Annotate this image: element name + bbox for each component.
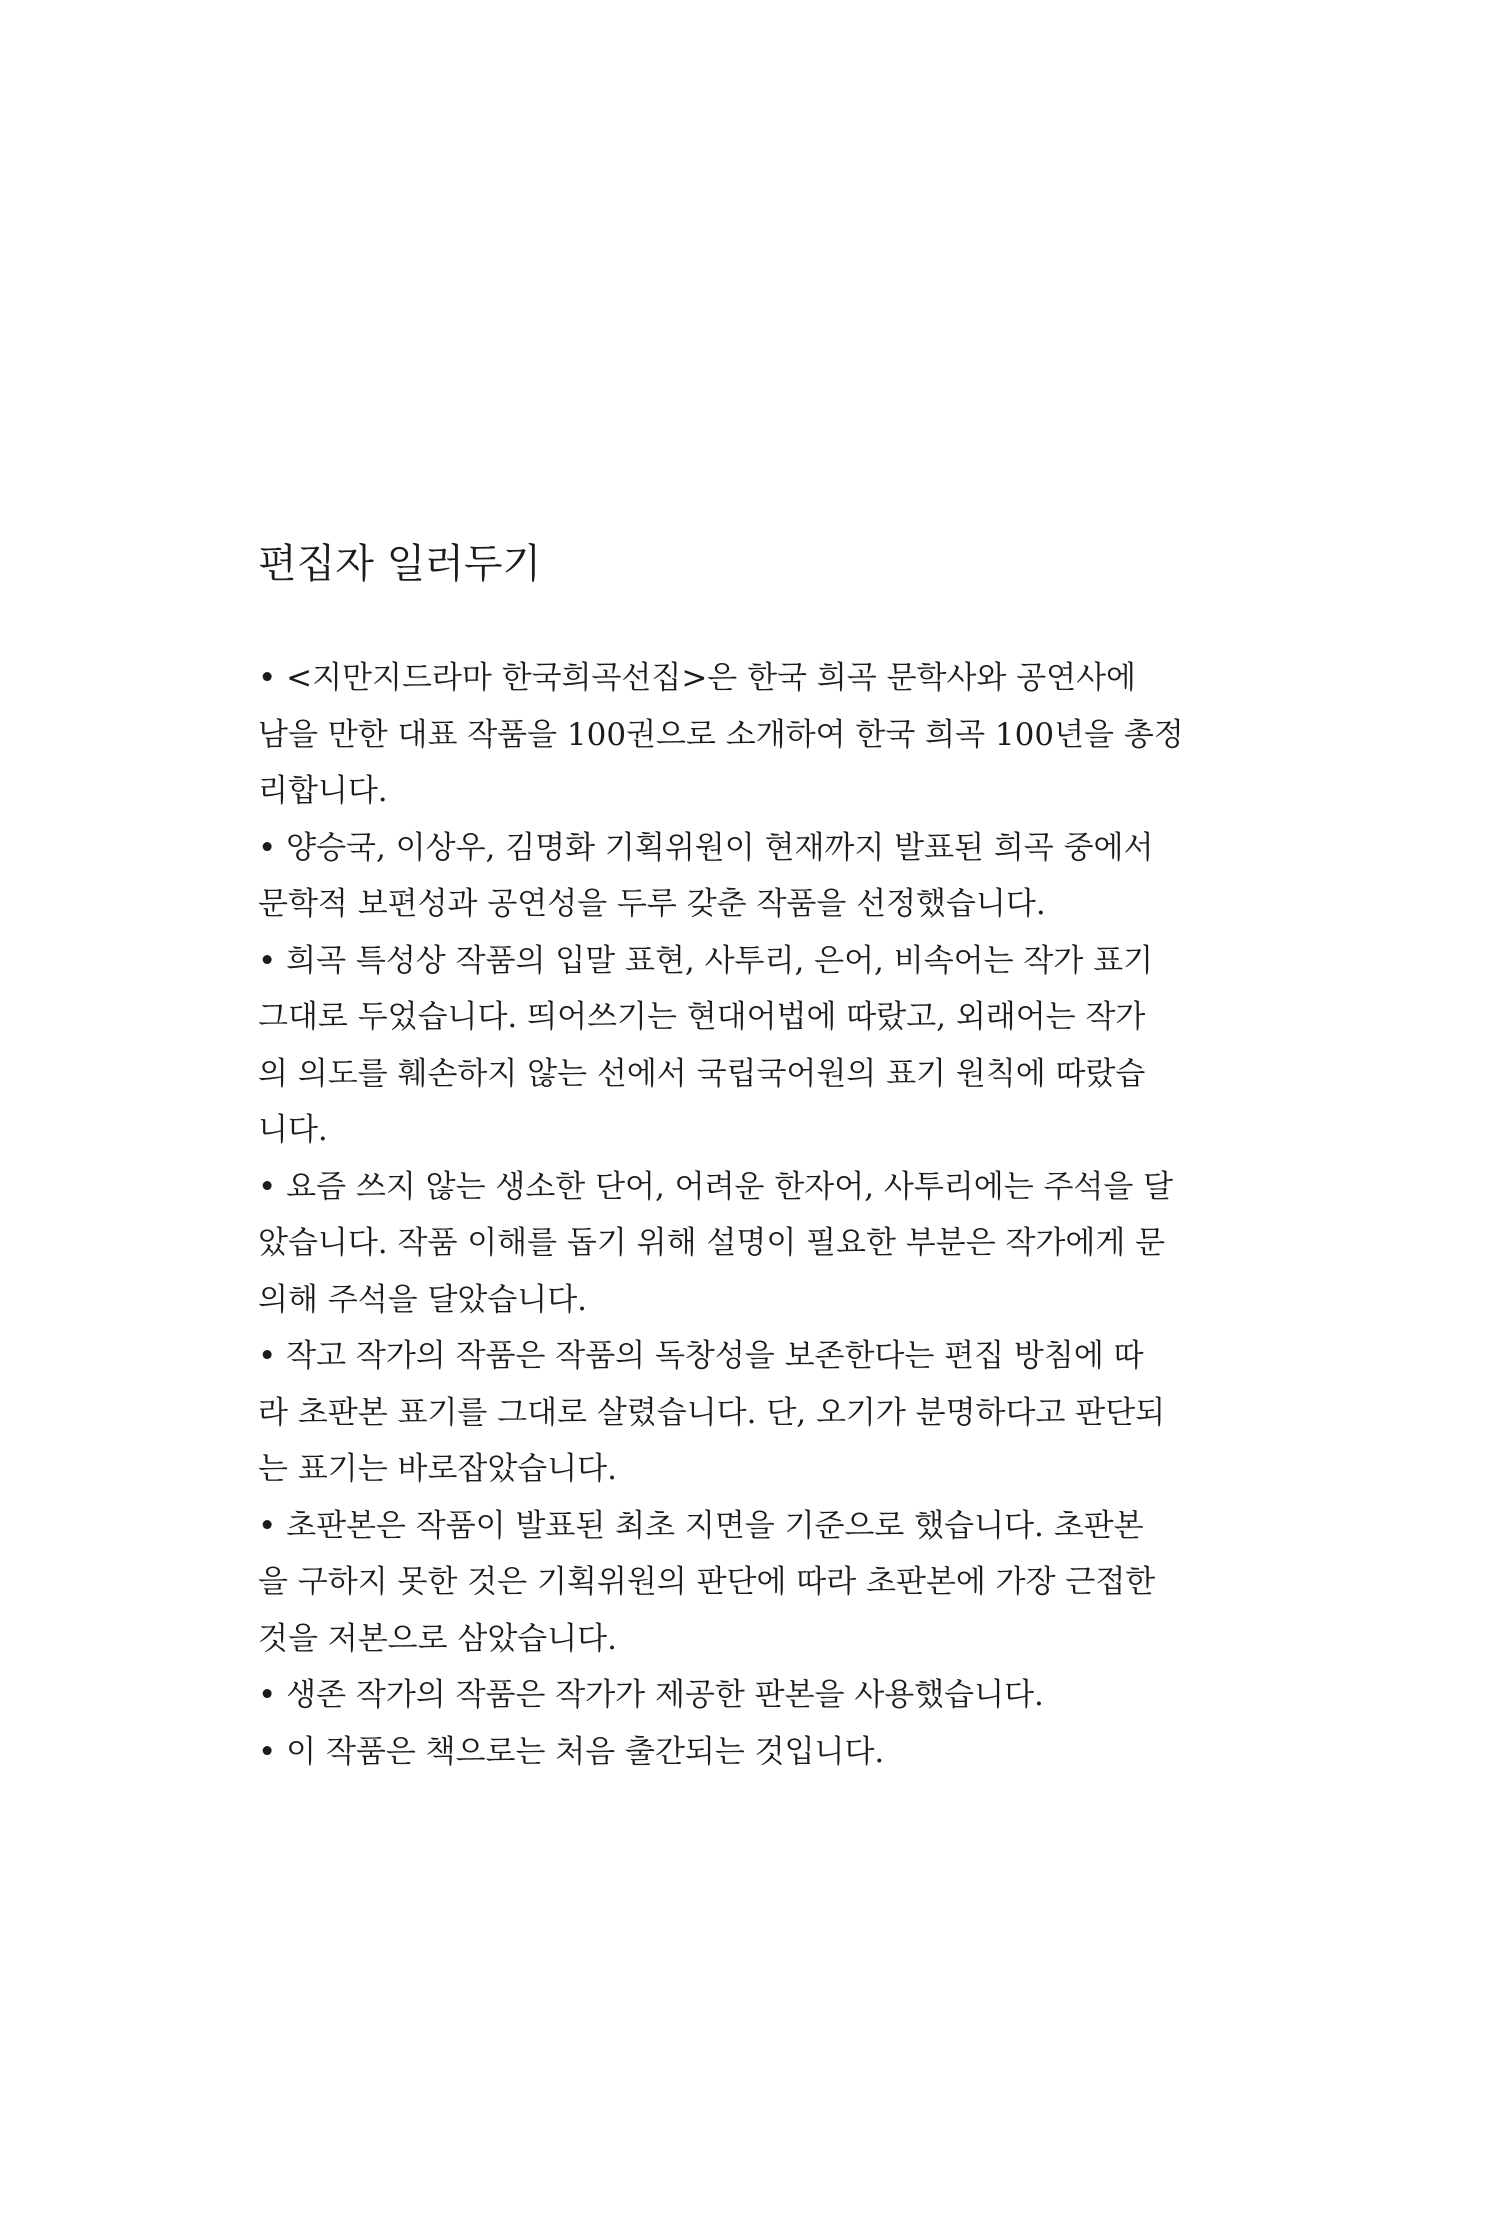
note-line: 았습니다. 작품 이해를 돕기 위해 설명이 필요한 부분은 작가에게 문 [258, 1225, 1166, 1261]
note-line: • 희곡 특성상 작품의 입말 표현, 사투리, 은어, 비속어는 작가 표기 [258, 942, 1154, 979]
note-line: • 초판본은 작품이 발표된 최초 지면을 기준으로 했습니다. 초판본 [258, 1507, 1144, 1544]
note-line: • <지만지드라마 한국희곡선집>은 한국 희곡 문학사와 공연사에 [258, 660, 1137, 696]
note-line: 의해 주석을 달았습니다. [258, 1281, 588, 1318]
note-item [258, 1328, 1258, 1498]
note-line: 문학적 보편성과 공연성을 두루 갖춘 작품을 선정했습니다. [258, 886, 1046, 922]
note-item [258, 1498, 1258, 1668]
note-item [258, 933, 1258, 1159]
note-item [258, 1159, 1258, 1329]
page-title: 편집자 일러두기 [258, 541, 542, 587]
note-line: • 생존 작가의 작품은 작가가 제공한 판본을 사용했습니다. [258, 1677, 1044, 1713]
note-item [258, 1667, 1258, 1724]
note-line: 는 표기는 바로잡았습니다. [258, 1451, 617, 1487]
note-line: 것을 저본으로 삼았습니다. [258, 1620, 617, 1657]
note-item [258, 650, 1258, 820]
note-item [258, 1724, 1258, 1781]
note-line: 라 초판본 표기를 그대로 살렸습니다. 단, 오기가 분명하다고 판단되 [258, 1394, 1166, 1431]
note-line: • 요즘 쓰지 않는 생소한 단어, 어려운 한자어, 사투리에는 주석을 달 [258, 1168, 1174, 1205]
note-line: 리합니다. [258, 773, 388, 809]
note-line: 을 구하지 못한 것은 기획위원의 판단에 따라 초판본에 가장 근접한 [258, 1564, 1156, 1600]
note-line: • 작고 작가의 작품은 작품의 독창성을 보존한다는 편집 방침에 따 [258, 1338, 1144, 1374]
note-line: • 양승국, 이상우, 김명화 기획위원이 현재까지 발표된 희곡 중에서 [258, 829, 1154, 866]
note-line: 의 의도를 훼손하지 않는 선에서 국립국어원의 표기 원칙에 따랐습 [258, 1055, 1146, 1092]
note-item [258, 820, 1258, 933]
note-line: • 이 작품은 책으로는 처음 출간되는 것입니다. [258, 1733, 885, 1770]
note-line: 남을 만한 대표 작품을 100권으로 소개하여 한국 희곡 100년을 총정 [258, 716, 1184, 753]
note-line: 그대로 두었습니다. 띄어쓰기는 현대어법에 따랐고, 외래어는 작가 [258, 999, 1146, 1035]
note-line: 니다. [258, 1112, 328, 1148]
editor-notes-list [258, 650, 1258, 1780]
